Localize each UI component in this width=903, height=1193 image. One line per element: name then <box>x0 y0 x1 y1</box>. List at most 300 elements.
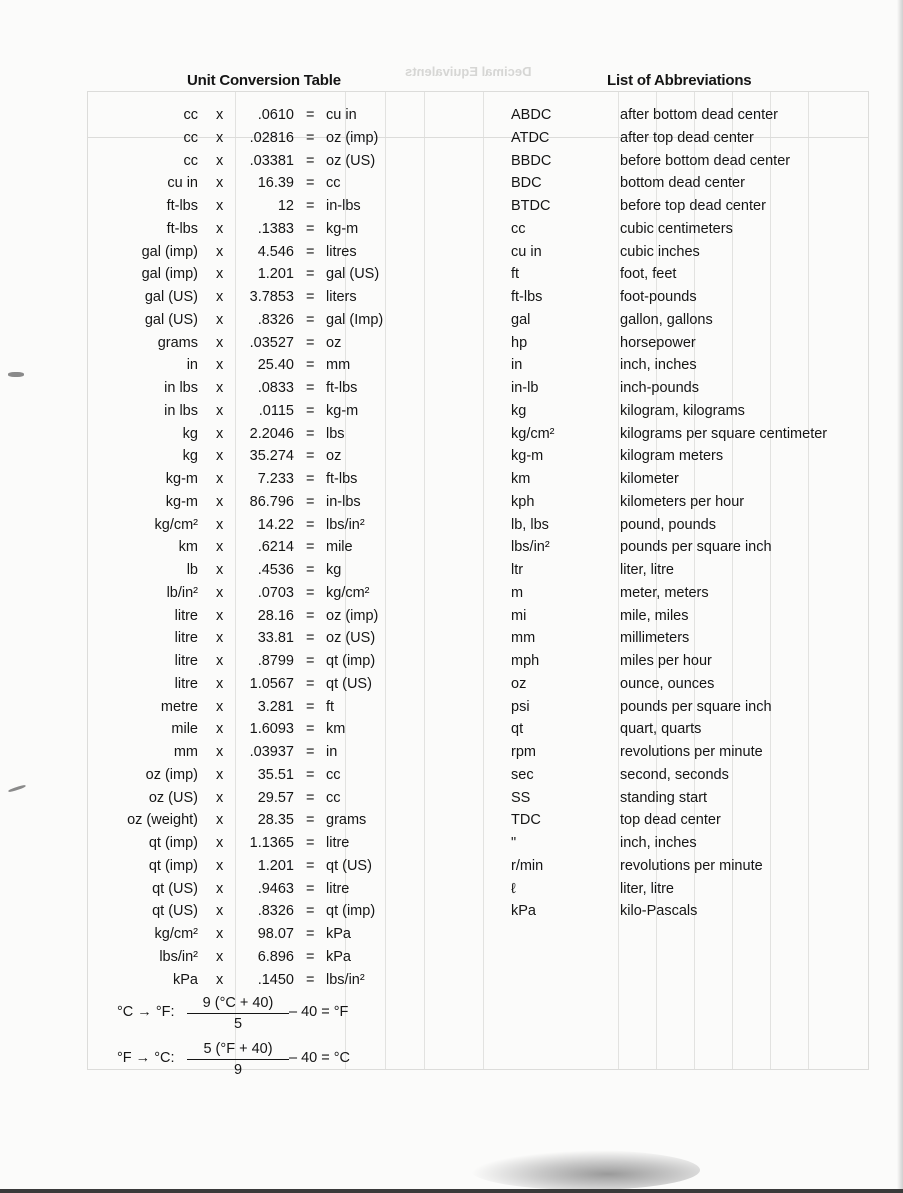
abbreviation: sec <box>511 766 534 783</box>
multiply-sign: x <box>216 630 224 647</box>
from-unit: qt (imp) <box>148 835 198 851</box>
from-unit: cc <box>183 107 198 123</box>
formula-label: °C → °F: <box>117 1004 175 1020</box>
abbreviation-meaning: liter, litre <box>620 562 674 578</box>
multiply-sign: x <box>216 220 224 237</box>
equals-sign: = <box>306 766 315 783</box>
abbreviation-row <box>0 400 900 423</box>
conversion-factor: 12 <box>277 198 294 214</box>
equals-sign: = <box>306 220 315 237</box>
to-unit: lbs/in² <box>326 516 365 533</box>
abbreviation-meaning: bottom dead center <box>620 175 745 192</box>
abbreviation-meaning: ounce, ounces <box>620 675 715 692</box>
equals-sign: = <box>306 448 315 465</box>
abbreviation-meaning: inch, inches <box>620 357 697 374</box>
abbreviation-row <box>0 332 900 355</box>
from-unit: kg-m <box>165 471 198 487</box>
to-unit: kg-m <box>326 220 359 237</box>
from-unit: kg <box>182 425 198 442</box>
multiply-sign: x <box>216 380 224 396</box>
fraction <box>187 1040 289 1080</box>
abbreviation-meaning: foot-pounds <box>620 289 697 305</box>
multiply-sign: x <box>216 903 224 920</box>
abbreviation-meaning: pounds per square inch <box>620 698 772 715</box>
from-unit: mm <box>173 744 198 760</box>
from-unit: oz (weight) <box>127 812 198 829</box>
abbreviation-meaning: pounds per square inch <box>620 539 772 556</box>
abbreviation-row <box>0 741 900 764</box>
multiply-sign: x <box>216 289 224 305</box>
from-unit: gal (imp) <box>141 243 198 260</box>
conversion-factor: 7.233 <box>257 471 294 487</box>
conversion-factor: .9463 <box>257 880 294 897</box>
to-unit: ft-lbs <box>326 380 358 396</box>
multiply-sign: x <box>216 812 224 829</box>
multiply-sign: x <box>216 971 224 988</box>
multiply-sign: x <box>216 129 224 146</box>
equals-sign: = <box>306 562 315 578</box>
from-unit: in lbs <box>164 380 198 396</box>
multiply-sign: x <box>216 926 224 942</box>
to-unit: cc <box>326 766 341 783</box>
abbreviation-row <box>0 650 900 673</box>
from-unit: gal (US) <box>144 289 198 305</box>
conversion-factor: .1383 <box>257 220 294 237</box>
abbreviation: qt <box>511 721 524 738</box>
to-unit: oz (US) <box>326 152 376 169</box>
abbreviation-row <box>0 514 900 537</box>
abbreviation-meaning: standing start <box>620 789 708 806</box>
abbreviation-row <box>0 195 900 218</box>
abbreviation-meaning: after top dead center <box>620 129 754 146</box>
multiply-sign: x <box>216 607 224 624</box>
multiply-sign: x <box>216 357 224 374</box>
fraction <box>187 994 289 1034</box>
conversion-factor: .03381 <box>249 152 294 169</box>
from-unit: litre <box>174 630 198 647</box>
abbreviation-row <box>0 536 900 559</box>
abbreviation-row <box>0 286 900 309</box>
to-unit: qt (imp) <box>326 653 376 669</box>
from-unit: cc <box>183 152 198 169</box>
abbreviation-row <box>0 878 900 901</box>
abbreviation-meaning: kilograms per square centimeter <box>620 425 828 442</box>
equals-sign: = <box>306 357 315 374</box>
equals-sign: = <box>306 675 315 692</box>
abbreviation: mm <box>511 630 536 647</box>
abbreviation-row <box>0 309 900 332</box>
equals-sign: = <box>306 789 315 806</box>
conversion-factor: 25.40 <box>257 357 294 374</box>
abbreviations-title: List of Abbreviations <box>607 72 752 89</box>
abbreviation: ABDC <box>511 107 552 123</box>
conversion-factor: 3.281 <box>257 698 294 715</box>
abbreviation-row <box>0 150 900 173</box>
fraction-denominator: 9 <box>233 1062 243 1078</box>
to-unit: kPa <box>326 926 351 942</box>
temperature-formula <box>117 1040 377 1086</box>
from-unit: kg/cm² <box>154 926 198 942</box>
to-unit: gal (Imp) <box>326 311 384 328</box>
abbreviation-row <box>0 809 900 832</box>
multiply-sign: x <box>216 675 224 692</box>
equals-sign: = <box>306 653 315 669</box>
conversion-factor: .0610 <box>257 107 294 123</box>
conversion-factor: .0833 <box>257 380 294 396</box>
to-unit: km <box>326 721 346 738</box>
multiply-sign: x <box>216 311 224 328</box>
scan-smudge <box>470 1150 700 1190</box>
conversion-factor: .4536 <box>257 562 294 578</box>
equals-sign: = <box>306 107 315 123</box>
conversion-factor: 33.81 <box>257 630 294 647</box>
from-unit: gal (US) <box>144 311 198 328</box>
abbreviation: ltr <box>511 562 524 578</box>
abbreviation: lbs/in² <box>511 539 550 556</box>
to-unit: kg <box>326 562 342 578</box>
abbreviation: in <box>511 357 523 374</box>
from-unit: ft-lbs <box>166 198 198 214</box>
equals-sign: = <box>306 402 315 419</box>
abbreviation-meaning: kilometer <box>620 471 679 487</box>
formula-result: – 40 = °C <box>289 1050 351 1066</box>
conversion-factor: 86.796 <box>249 493 294 510</box>
to-unit: lbs/in² <box>326 971 365 988</box>
equals-sign: = <box>306 630 315 647</box>
abbreviation: rpm <box>511 744 536 760</box>
equals-sign: = <box>306 857 315 874</box>
multiply-sign: x <box>216 107 224 123</box>
to-unit: qt (US) <box>326 857 372 874</box>
to-unit: liters <box>326 289 357 305</box>
from-unit: lb/in² <box>166 584 198 601</box>
to-unit: in <box>326 744 338 760</box>
multiply-sign: x <box>216 471 224 487</box>
abbreviation-row <box>0 172 900 195</box>
from-unit: oz (imp) <box>145 766 198 783</box>
equals-sign: = <box>306 880 315 897</box>
conversion-factor: 6.896 <box>257 948 294 965</box>
equals-sign: = <box>306 744 315 760</box>
abbreviation-meaning: miles per hour <box>620 653 712 669</box>
abbreviation-meaning: meter, meters <box>620 584 709 601</box>
to-unit: qt (imp) <box>326 903 376 920</box>
multiply-sign: x <box>216 880 224 897</box>
formula-result: – 40 = °F <box>289 1004 349 1020</box>
conversion-factor: 2.2046 <box>249 425 294 442</box>
equals-sign: = <box>306 516 315 533</box>
abbreviation-meaning: revolutions per minute <box>620 857 763 874</box>
conversion-table-title: Unit Conversion Table <box>187 72 341 89</box>
from-unit: qt (US) <box>152 903 198 920</box>
abbreviation-row <box>0 582 900 605</box>
conversion-factor: 1.1365 <box>249 835 294 851</box>
abbreviation: in-lb <box>511 380 539 396</box>
abbreviation-meaning: inch, inches <box>620 835 697 851</box>
abbreviation-row <box>0 559 900 582</box>
conversion-factor: .6214 <box>257 539 294 556</box>
to-unit: kg-m <box>326 402 359 419</box>
abbreviation: cc <box>511 220 526 237</box>
from-unit: qt (imp) <box>148 857 198 874</box>
abbreviation: mi <box>511 607 527 624</box>
abbreviation: r/min <box>511 857 544 874</box>
multiply-sign: x <box>216 857 224 874</box>
to-unit: kPa <box>326 948 351 965</box>
abbreviation-row <box>0 855 900 878</box>
conversion-factor: .02816 <box>249 129 294 146</box>
abbreviation: BBDC <box>511 152 552 169</box>
conversion-factor: 98.07 <box>257 926 294 942</box>
equals-sign: = <box>306 835 315 851</box>
equals-sign: = <box>306 584 315 601</box>
abbreviation-meaning: kilometers per hour <box>620 493 745 510</box>
equals-sign: = <box>306 971 315 988</box>
equals-sign: = <box>306 812 315 829</box>
abbreviation: ATDC <box>511 129 550 146</box>
abbreviation: m <box>511 584 524 601</box>
conversion-factor: 1.0567 <box>249 675 294 692</box>
abbreviation-meaning: kilogram, kilograms <box>620 402 745 419</box>
conversion-factor: .8326 <box>257 311 294 328</box>
abbreviation-meaning: mile, miles <box>620 607 689 624</box>
conversion-factor: .8799 <box>257 653 294 669</box>
abbreviation: lb, lbs <box>511 516 549 533</box>
to-unit: mile <box>326 539 353 556</box>
abbreviation-row <box>0 445 900 468</box>
conversion-factor: 28.35 <box>257 812 294 829</box>
equals-sign: = <box>306 425 315 442</box>
from-unit: ft-lbs <box>166 220 198 237</box>
formula-label: °F → °C: <box>117 1050 175 1066</box>
abbreviation: km <box>511 471 531 487</box>
conversion-factor: .1450 <box>257 971 294 988</box>
multiply-sign: x <box>216 425 224 442</box>
to-unit: grams <box>326 812 367 829</box>
abbreviation-row <box>0 104 900 127</box>
to-unit: gal (US) <box>326 266 380 283</box>
to-unit: mm <box>326 357 351 374</box>
abbreviation-meaning: revolutions per minute <box>620 744 763 760</box>
conversion-row <box>0 969 460 992</box>
multiply-sign: x <box>216 152 224 169</box>
abbreviation: mph <box>511 653 540 669</box>
conversion-factor: 1.201 <box>257 266 294 283</box>
equals-sign: = <box>306 129 315 146</box>
abbreviation-meaning: kilogram meters <box>620 448 724 465</box>
abbreviation-row <box>0 832 900 855</box>
abbreviation-row <box>0 696 900 719</box>
to-unit: ft-lbs <box>326 471 358 487</box>
multiply-sign: x <box>216 789 224 806</box>
equals-sign: = <box>306 721 315 738</box>
abbreviation-meaning: liter, litre <box>620 880 674 897</box>
abbreviation: kg <box>511 402 527 419</box>
abbreviation: oz <box>511 675 527 692</box>
abbreviation-row <box>0 900 900 923</box>
abbreviation-row <box>0 764 900 787</box>
abbreviation: ft-lbs <box>511 289 543 305</box>
abbreviation-row <box>0 605 900 628</box>
to-unit: cc <box>326 789 341 806</box>
multiply-sign: x <box>216 721 224 738</box>
conversion-factor: 14.22 <box>257 516 294 533</box>
abbreviation-row <box>0 127 900 150</box>
from-unit: oz (US) <box>148 789 198 806</box>
multiply-sign: x <box>216 698 224 715</box>
abbreviation-meaning: kilo-Pascals <box>620 903 698 920</box>
equals-sign: = <box>306 493 315 510</box>
abbreviation: TDC <box>511 812 541 829</box>
conversion-factor: .8326 <box>257 903 294 920</box>
from-unit: in <box>186 357 198 374</box>
conversion-factor: .0703 <box>257 584 294 601</box>
abbreviation-meaning: cubic inches <box>620 243 700 260</box>
equals-sign: = <box>306 152 315 169</box>
multiply-sign: x <box>216 835 224 851</box>
abbreviation-row <box>0 218 900 241</box>
multiply-sign: x <box>216 198 224 214</box>
abbreviation-row <box>0 718 900 741</box>
equals-sign: = <box>306 903 315 920</box>
abbreviation: BDC <box>511 175 542 192</box>
from-unit: gal (imp) <box>141 266 198 283</box>
equals-sign: = <box>306 289 315 305</box>
abbreviation-row <box>0 468 900 491</box>
conversion-factor: .03527 <box>249 334 294 351</box>
equals-sign: = <box>306 380 315 396</box>
from-unit: km <box>178 539 198 556</box>
from-unit: cu in <box>167 175 198 192</box>
to-unit: kg/cm² <box>326 584 370 601</box>
abbreviation-row <box>0 491 900 514</box>
abbreviation-meaning: foot, feet <box>620 266 677 283</box>
abbreviation-meaning: pound, pounds <box>620 516 716 533</box>
multiply-sign: x <box>216 334 224 351</box>
temperature-formula <box>117 994 377 1040</box>
conversion-factor: 16.39 <box>257 175 294 192</box>
page-bottom-edge <box>0 1189 903 1193</box>
from-unit: litre <box>174 675 198 692</box>
multiply-sign: x <box>216 539 224 556</box>
abbreviation: kph <box>511 493 535 510</box>
to-unit: litre <box>326 835 350 851</box>
conversion-factor: 3.7853 <box>249 289 294 305</box>
multiply-sign: x <box>216 243 224 260</box>
from-unit: lbs/in² <box>159 948 198 965</box>
multiply-sign: x <box>216 584 224 601</box>
abbreviation-row <box>0 423 900 446</box>
equals-sign: = <box>306 266 315 283</box>
to-unit: oz <box>326 334 342 351</box>
abbreviation-meaning: gallon, gallons <box>620 311 713 328</box>
abbreviation-meaning: quart, quarts <box>620 721 702 738</box>
from-unit: metre <box>160 698 198 715</box>
to-unit: oz (imp) <box>326 129 379 146</box>
to-unit: in-lbs <box>326 198 361 214</box>
abbreviation: ℓ <box>511 880 516 897</box>
to-unit: qt (US) <box>326 675 372 692</box>
conversion-factor: 4.546 <box>257 243 294 260</box>
conversion-factor: 28.16 <box>257 607 294 624</box>
from-unit: cc <box>183 129 198 146</box>
equals-sign: = <box>306 334 315 351</box>
abbreviation: SS <box>511 789 531 806</box>
page-edge-shadow <box>897 0 903 1193</box>
equals-sign: = <box>306 948 315 965</box>
abbreviation-meaning: millimeters <box>620 630 690 647</box>
abbreviation-meaning: horsepower <box>620 334 696 351</box>
from-unit: litre <box>174 653 198 669</box>
from-unit: kg/cm² <box>154 516 198 533</box>
abbreviation-meaning: after bottom dead center <box>620 107 778 123</box>
abbreviation: kg-m <box>511 448 544 465</box>
from-unit: in lbs <box>164 402 198 419</box>
multiply-sign: x <box>216 562 224 578</box>
multiply-sign: x <box>216 516 224 533</box>
to-unit: cu in <box>326 107 357 123</box>
from-unit: grams <box>157 334 198 351</box>
from-unit: kg <box>182 448 198 465</box>
to-unit: litre <box>326 880 350 897</box>
abbreviation-meaning: second, seconds <box>620 766 729 783</box>
abbreviation-row <box>0 263 900 286</box>
to-unit: ft <box>326 698 335 715</box>
multiply-sign: x <box>216 744 224 760</box>
abbreviation-row <box>0 673 900 696</box>
equals-sign: = <box>306 698 315 715</box>
abbreviation: BTDC <box>511 198 551 214</box>
conversion-row <box>0 923 460 946</box>
to-unit: cc <box>326 175 341 192</box>
multiply-sign: x <box>216 653 224 669</box>
conversion-factor: 29.57 <box>257 789 294 806</box>
to-unit: litres <box>326 243 357 260</box>
to-unit: in-lbs <box>326 493 361 510</box>
conversion-factor: 1.6093 <box>249 721 294 738</box>
conversion-factor: 1.201 <box>257 857 294 874</box>
abbreviation-row <box>0 241 900 264</box>
from-unit: qt (US) <box>152 880 198 897</box>
abbreviation-meaning: cubic centimeters <box>620 220 733 237</box>
abbreviation-row <box>0 787 900 810</box>
abbreviation: hp <box>511 334 528 351</box>
equals-sign: = <box>306 926 315 942</box>
to-unit: oz (imp) <box>326 607 379 624</box>
from-unit: kPa <box>173 971 198 988</box>
to-unit: lbs <box>326 425 345 442</box>
fraction-numerator: 5 (°F + 40) <box>187 1040 289 1060</box>
equals-sign: = <box>306 243 315 260</box>
from-unit: mile <box>171 721 198 738</box>
abbreviation-meaning: before bottom dead center <box>620 152 791 169</box>
multiply-sign: x <box>216 175 224 192</box>
abbreviation: ft <box>511 266 520 283</box>
abbreviation-meaning: top dead center <box>620 812 721 829</box>
conversion-factor: .03937 <box>249 744 294 760</box>
equals-sign: = <box>306 175 315 192</box>
conversion-factor: 35.51 <box>257 766 294 783</box>
from-unit: lb <box>186 562 198 578</box>
abbreviation: kg/cm² <box>511 425 555 442</box>
equals-sign: = <box>306 198 315 214</box>
conversion-factor: 35.274 <box>249 448 294 465</box>
from-unit: litre <box>174 607 198 624</box>
fraction-numerator: 9 (°C + 40) <box>187 994 289 1014</box>
equals-sign: = <box>306 539 315 556</box>
abbreviation-row <box>0 627 900 650</box>
ghost-title-mirrored: Decimal Equivalents <box>405 64 532 79</box>
